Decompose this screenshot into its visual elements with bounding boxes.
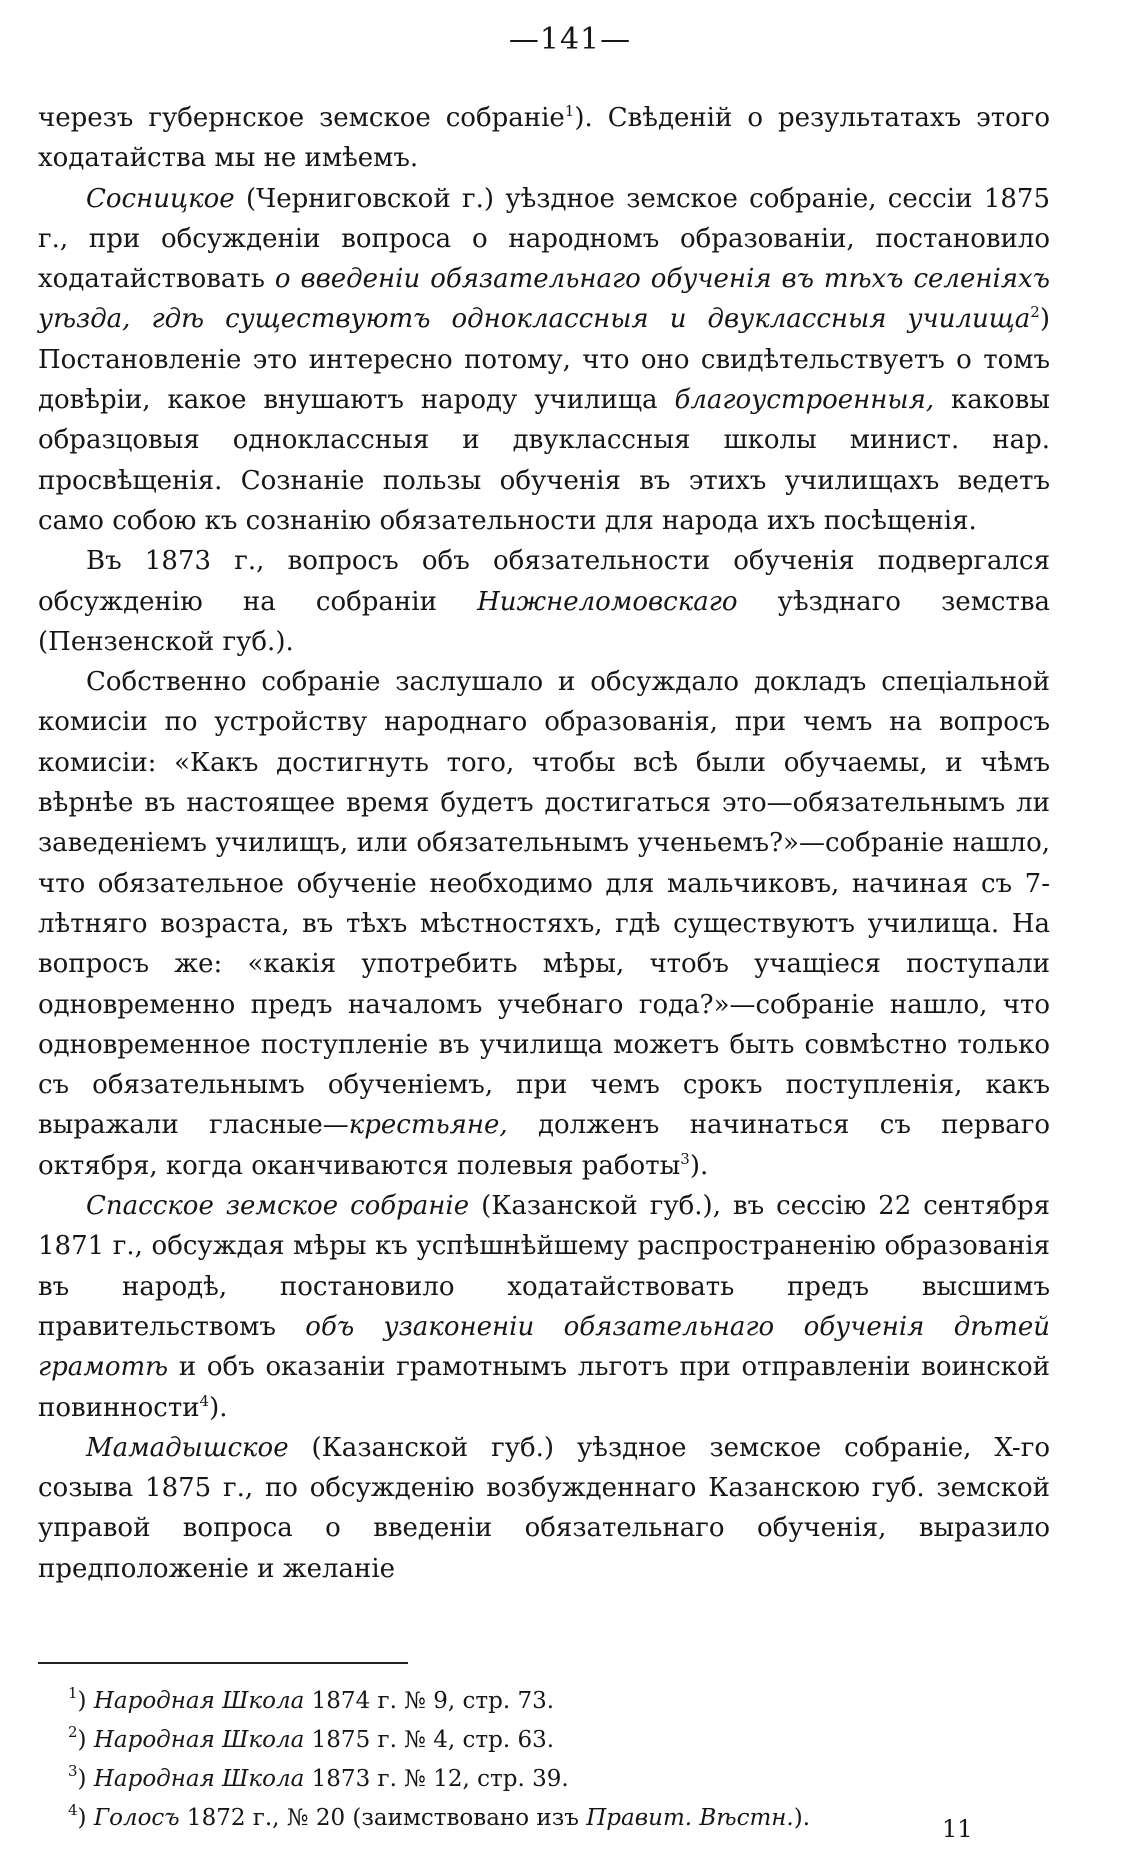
paragraph-1-text: черезъ губернское земское собраніе [38, 103, 565, 133]
footnote-1: $^1$) Народная Школа 1874 г. № 9, стр. 73. [68, 1684, 555, 1714]
paragraph-2-text-a: (Черниговской г.) уѣздное земское собраніе, сессіи 1875 г., при обсужденіи вопроса о народномъ образованіи, постановило ходатайствовать [38, 183, 1050, 295]
footnote-source: Голосъ [93, 1805, 180, 1831]
page-number: —141— [508, 22, 632, 57]
paragraph-1 [38, 98, 1050, 179]
paragraph-2-emphasis: о введеніи обязательнаго обученія въ тѣхъ селеніяхъ уѣзда, гдѣ существуютъ одноклассныя и двуклассныя училища [38, 264, 1051, 335]
paragraph-4-end: ). [689, 1150, 709, 1181]
paragraph-4-text-b: долженъ начинаться съ перваго октября, когда оканчиваются полевыя работы [38, 1110, 1050, 1181]
paragraph-2-lead: Сосницкое [86, 183, 235, 214]
footnote-detail: 1872 г., № 20 (заимствовано изъ [179, 1805, 587, 1831]
footnote-ref-4[interactable]: 4 [199, 1391, 210, 1410]
paragraph-3-text-a: Въ 1873 г., вопросъ объ обязательности обученія подвергался обсужденію на собраніи [38, 546, 1050, 617]
paragraph-3 [38, 541, 1050, 662]
paragraph-5-end: ). [209, 1392, 228, 1423]
footnotes [68, 1682, 1048, 1838]
footnote-mark: 3 [68, 1762, 78, 1780]
paragraph-5-text-a: (Казанской губ.), въ сессію 22 сентября 1871 г., обсуждая мѣры къ успѣшнѣйшему распространенію образованія въ народѣ, постановило ходатайствовать предъ высшимъ правительствомъ [38, 1191, 1050, 1342]
paragraph-4-text: Собственно собраніе заслушало и обсуждало докладъ спеціальной комисіи по устройству народнаго образованія, при чемъ на вопросъ комисіи: «Какъ достигнуть того, чтобы всѣ были обучаемы, и чѣмъ вѣрнѣе въ настоящее время будетъ достигаться это—обязательнымъ ли заведеніемъ училищъ, или обязательнымъ ученьемъ?»—собраніе нашло, что обязательное обученіе необходимо для мальчиковъ, начиная съ 7-лѣтняго возраста, въ тѣхъ мѣстностяхъ, гдѣ существуютъ училища. На вопросъ же: «какія употребить мѣры, чтобъ учащіеся поступали одновременно предъ началомъ учебнаго года?»—собраніе нашло, что одновременное поступленіе въ училища можетъ быть совмѣстно только съ обязательнымъ обученіемъ, при чемъ срокъ поступленія, какъ выражали гласные— [38, 667, 1050, 1141]
paragraph-2 [38, 179, 1050, 542]
footnote-ref-2[interactable]: 2 [1030, 303, 1040, 322]
footnote-detail: 1873 г. № 12, стр. 39. [304, 1766, 569, 1792]
paragraph-3-emphasis: Нижнеломовскаго [477, 586, 738, 617]
paragraph-2-text-b: ) Постановленіе это интересно потому, что оно свидѣтельствуетъ о томъ довѣріи, какое внушаютъ народу училища [38, 304, 1050, 416]
footnote-4: $^4$) Голосъ 1872 г., № 20 (заимствовано изъ Правит. Вѣстн.). [68, 1801, 811, 1831]
paragraph-6-text: (Казанской губ.) уѣздное земское собраніе, X-го созыва 1875 г., по обсужденію возбужденнаго Казанскою губ. земской управой вопроса о введеніи обязательнаго обученія, выразило предположеніе и желаніе [38, 1432, 1050, 1584]
paragraph-4-emphasis: крестьяне, [348, 1110, 508, 1141]
footnote-mark: 2 [68, 1723, 78, 1741]
paragraph-2-emphasis-2: благоустроенныя, [674, 385, 935, 416]
paragraph-3-text-b: уѣзднаго земства (Пензенской губ.). [38, 586, 1050, 657]
paragraph-5 [38, 1186, 1050, 1428]
footnote-divider [38, 1662, 408, 1664]
footnote-ref-3[interactable]: 3 [680, 1149, 690, 1168]
body-text [38, 98, 1050, 1589]
paragraph-5-text-b: и объ оказаніи грамотнымъ льготъ при отправленіи воинской повинности [38, 1352, 1050, 1423]
paragraph-4 [38, 662, 1050, 1186]
paragraph-6-lead: Мамадышское [86, 1432, 289, 1463]
footnote-detail: 1875 г. № 4, стр. 63. [304, 1727, 555, 1753]
paragraph-2-text-c: каковы образцовыя одноклассныя и двуклассныя школы минист. нар. просвѣщенія. Сознаніе пользы обученія въ этихъ училищахъ ведетъ само собою къ сознанію обязательности для народа ихъ посѣщенія. [38, 385, 1051, 536]
signature-mark: 11 [942, 1815, 973, 1843]
paragraph-5-emphasis: объ узаконеніи обязательнаго обученія дѣтей грамотѣ [38, 1311, 1051, 1383]
footnote-end: ). [793, 1805, 811, 1831]
footnote-source: Народная Школа [93, 1766, 305, 1792]
footnote-source: Народная Школа [93, 1727, 305, 1753]
footnote-source: Народная Школа [93, 1688, 305, 1714]
paragraph-5-lead: Спасское земское собраніе [86, 1191, 470, 1222]
footnote-mark: 1 [68, 1684, 78, 1702]
footnote-detail: 1874 г. № 9, стр. 73. [304, 1688, 555, 1714]
footnote-3: $^3$) Народная Школа 1873 г. № 12, стр. 39. [68, 1762, 569, 1792]
footnote-source-2: Правит. Вѣстн. [586, 1805, 794, 1831]
paragraph-6 [38, 1428, 1050, 1589]
footnote-2: $^2$) Народная Школа 1875 г. № 4, стр. 63. [68, 1723, 555, 1753]
paragraph-1-rest: ). Свѣденій о результатахъ этого ходатайства мы не имѣемъ. [38, 103, 1051, 174]
footnote-ref-1[interactable]: 1 [564, 102, 575, 120]
footnote-mark: 4 [68, 1801, 78, 1819]
